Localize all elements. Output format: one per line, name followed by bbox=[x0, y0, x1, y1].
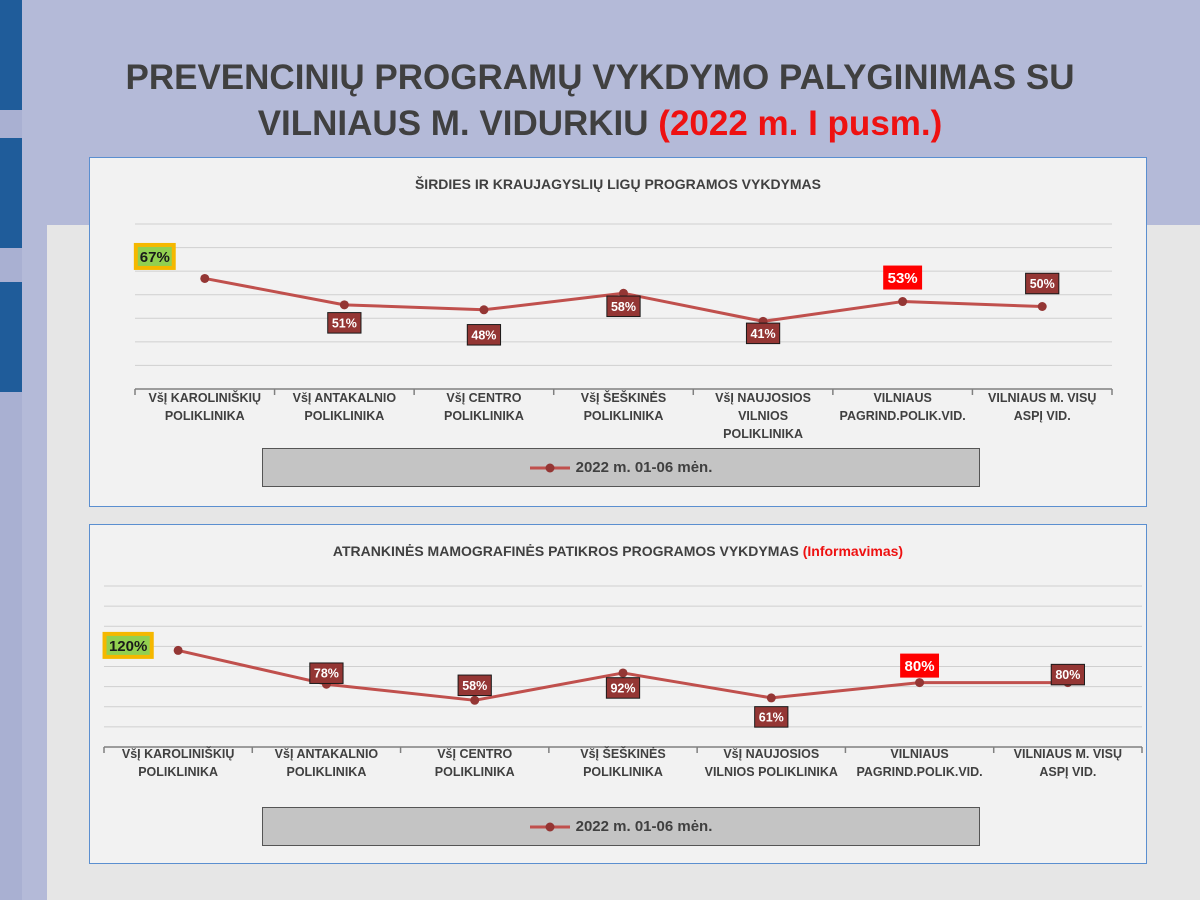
slide-title-period: (2022 m. I pusm.) bbox=[658, 104, 943, 143]
data-point bbox=[200, 274, 209, 283]
chart-card-mammography bbox=[89, 524, 1147, 864]
slide-title bbox=[40, 55, 1160, 147]
data-point bbox=[174, 646, 183, 655]
data-point bbox=[470, 696, 479, 705]
side-tab bbox=[0, 138, 22, 248]
data-point bbox=[767, 693, 776, 702]
data-label: 50% bbox=[1029, 277, 1055, 291]
category-label: VšĮ ANTAKALNIO POLIKLINIKA bbox=[274, 747, 379, 779]
category-label: VILNIAUS M. VISŲ ASPĮ VID. bbox=[988, 391, 1097, 423]
category-label: VšĮ NAUJOSIOS VILNIOS POLIKLINIKA bbox=[715, 391, 812, 441]
chart-legend bbox=[262, 807, 980, 846]
data-point bbox=[340, 300, 349, 309]
category-label: VšĮ ŠEŠKINĖS POLIKLINIKA bbox=[580, 747, 666, 779]
legend-line-marker-icon bbox=[530, 821, 570, 833]
data-label: 61% bbox=[758, 710, 784, 725]
data-point bbox=[1038, 302, 1047, 311]
data-label: 58% bbox=[462, 678, 488, 693]
slide-title-main: PREVENCINIŲ PROGRAMŲ VYKDYMO PALYGINIMAS SU VILNIAUS M. VIDURKIU bbox=[125, 58, 1075, 143]
legend-line-marker-icon bbox=[530, 462, 570, 474]
category-label: VILNIAUS PAGRIND.POLIK.VID. bbox=[839, 391, 966, 423]
data-point bbox=[479, 305, 488, 314]
data-point bbox=[898, 297, 907, 306]
chart-title-note: (Informavimas) bbox=[802, 543, 904, 559]
category-label: VšĮ KAROLINIŠKIŲ POLIKLINIKA bbox=[148, 391, 262, 423]
category-label: VšĮ ŠEŠKINĖS POLIKLINIKA bbox=[580, 391, 667, 423]
data-label: 120% bbox=[108, 637, 148, 655]
chart-card-heart bbox=[89, 157, 1147, 507]
category-label: VšĮ KAROLINIŠKIŲ POLIKLINIKA bbox=[121, 747, 235, 779]
data-label: 53% bbox=[887, 269, 918, 287]
chart-title-text: ATRANKINĖS MAMOGRAFINĖS PATIKROS PROGRAMOS VYKDYMAS bbox=[332, 543, 799, 559]
data-label: 41% bbox=[750, 326, 776, 341]
chart-title-text: ŠIRDIES IR KRAUJAGYSLIŲ LIGŲ PROGRAMOS VYKDYMAS bbox=[414, 176, 822, 192]
category-label: VILNIAUS PAGRIND.POLIK.VID. bbox=[856, 747, 983, 779]
side-tab bbox=[0, 282, 22, 392]
data-label: 58% bbox=[610, 299, 637, 314]
category-label: VILNIAUS M. VISŲ ASPĮ VID. bbox=[1013, 747, 1123, 779]
category-label: VšĮ CENTRO POLIKLINIKA bbox=[443, 391, 524, 423]
data-label: 48% bbox=[471, 328, 497, 343]
data-label: 67% bbox=[139, 248, 170, 266]
category-label: VšĮ NAUJOSIOS VILNIOS POLIKLINIKA bbox=[704, 747, 838, 779]
data-label: 92% bbox=[610, 681, 636, 696]
data-point bbox=[915, 678, 924, 687]
legend-series-label: 2022 m. 01-06 mėn. bbox=[575, 459, 713, 476]
category-label: VšĮ CENTRO POLIKLINIKA bbox=[434, 747, 515, 779]
data-label: 78% bbox=[313, 666, 339, 681]
chart-legend bbox=[262, 448, 980, 487]
data-label: 51% bbox=[331, 316, 357, 331]
legend-series-label: 2022 m. 01-06 mėn. bbox=[575, 818, 713, 835]
category-label: VšĮ ANTAKALNIO POLIKLINIKA bbox=[292, 391, 397, 423]
side-tab bbox=[0, 0, 22, 110]
data-label: 80% bbox=[904, 658, 935, 675]
data-label: 80% bbox=[1055, 668, 1081, 683]
left-strip bbox=[0, 0, 22, 900]
data-point bbox=[619, 668, 628, 677]
